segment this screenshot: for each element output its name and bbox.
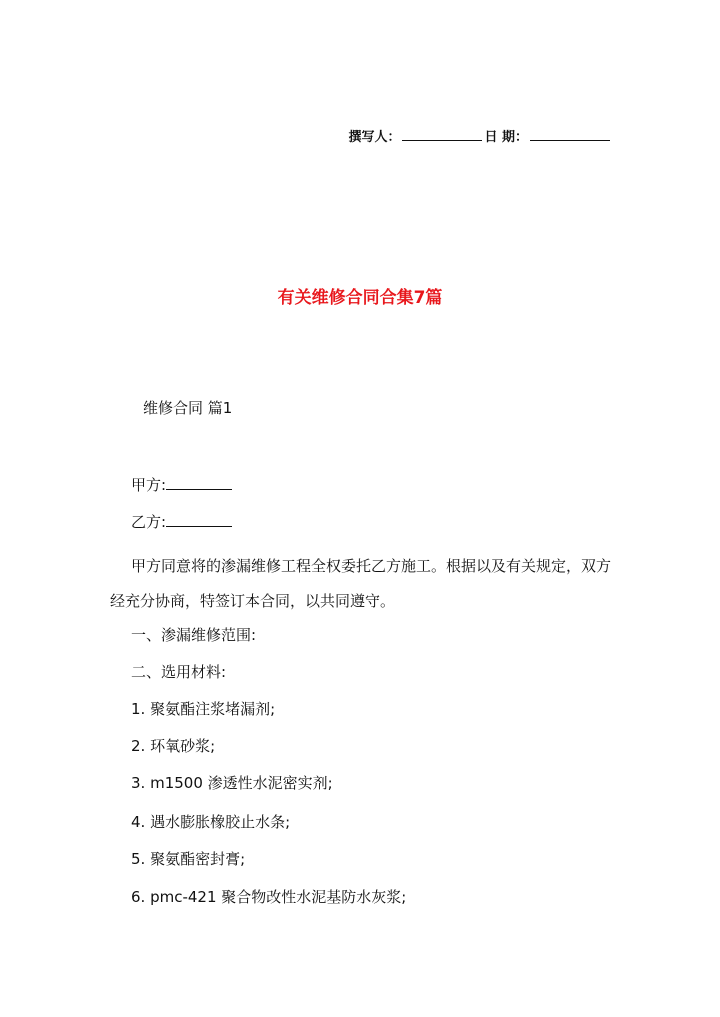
document-title: 有关维修合同合集7篇: [277, 288, 443, 308]
party-a-label: 甲方:: [131, 476, 167, 494]
list-item: 1. 聚氨酯注浆堵漏剂;: [131, 700, 276, 718]
party-b-blank[interactable]: [166, 512, 232, 527]
section-heading: 维修合同 篇1: [143, 399, 233, 417]
list-item: 6. pmc-421 聚合物改性水泥基防水灰浆;: [131, 888, 407, 906]
date-label: 日 期：: [484, 130, 528, 145]
party-b-line: [131, 512, 232, 532]
writer-blank[interactable]: [402, 128, 482, 141]
date-blank[interactable]: [530, 128, 610, 141]
author-date-line: [0, 126, 612, 145]
list-item: 4. 遇水膨胀橡胶止水条;: [131, 813, 291, 831]
list-item: 二、选用材料:: [131, 663, 227, 681]
list-item: 5. 聚氨酯密封膏;: [131, 850, 246, 868]
party-a-line: [131, 475, 232, 495]
list-item: 3. m1500 渗透性水泥密实剂;: [131, 774, 333, 792]
party-a-blank[interactable]: [166, 475, 232, 490]
writer-label: 撰写人：: [348, 130, 401, 145]
list-item: 一、渗漏维修范围:: [131, 626, 257, 644]
list-item: 2. 环氧砂浆;: [131, 737, 216, 755]
party-b-label: 乙方:: [131, 513, 167, 531]
intro-paragraph: 甲方同意将的渗漏维修工程全权委托乙方施工。根据以及有关规定，双方经充分协商，特签订本合同，以共同遵守。: [110, 557, 612, 610]
